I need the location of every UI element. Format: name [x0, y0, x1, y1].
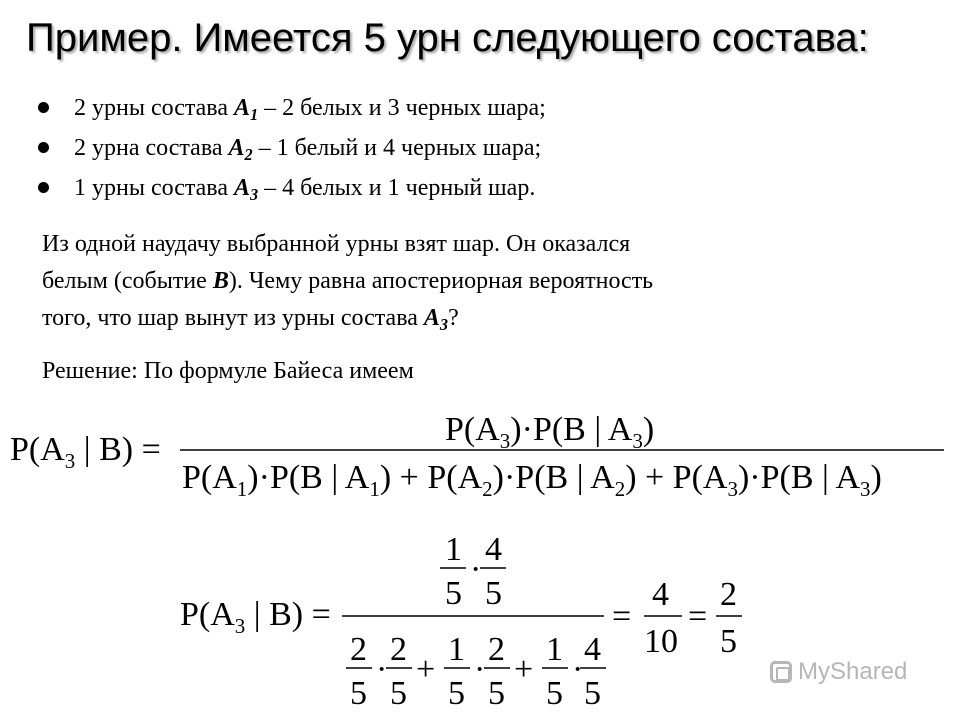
- svg-text:5: 5: [390, 675, 407, 712]
- svg-text:1: 1: [445, 531, 462, 568]
- urn-symbol: A: [233, 175, 250, 201]
- urn-symbol: A: [423, 305, 440, 331]
- svg-text:1: 1: [448, 631, 465, 668]
- svg-text:P(A3 | B) =: $P(A_3$ | B) =: [10, 431, 161, 473]
- watermark: [770, 658, 907, 686]
- urn-symbol: A: [228, 135, 245, 161]
- svg-text:P(A3)·P(B | A3): $P(A_3)\cdot P(B$ | $A_3$): [445, 411, 655, 453]
- svg-text:·: ·: [470, 551, 482, 588]
- watermark-text: MyShared: [798, 658, 908, 685]
- problem-line: Из одной наудачу выбранной урны взят шар. Он оказался: [42, 231, 631, 257]
- svg-text:1: 1: [546, 631, 563, 668]
- problem-text: ?: [448, 305, 459, 331]
- svg-text:10: 10: [644, 623, 678, 660]
- event-symbol: B: [212, 268, 229, 294]
- bayes-computation: [0, 530, 960, 715]
- svg-text:4: 4: [485, 531, 502, 568]
- problem-text: ). Чему равна апостериорная вероятность: [228, 268, 654, 294]
- slide-title: Пример. Имеется 5 урн следующего состава:: [26, 16, 869, 60]
- bullet-icon: [38, 102, 49, 113]
- svg-text:=: =: [688, 598, 708, 635]
- urn-list: [38, 88, 546, 208]
- svg-text:4: 4: [652, 576, 669, 613]
- svg-text:4: 4: [584, 631, 601, 668]
- problem-text: белым (событие: [42, 268, 213, 294]
- problem-paragraph: [42, 226, 922, 337]
- svg-text:2: 2: [390, 631, 407, 668]
- svg-text:·: ·: [572, 651, 584, 688]
- svg-text:5: 5: [445, 575, 462, 612]
- urn-subscript: 3: [250, 184, 259, 204]
- svg-text:·: ·: [376, 651, 388, 688]
- svg-text:·: ·: [474, 651, 486, 688]
- problem-text: того, что шар вынут из урны состава: [42, 305, 424, 331]
- urn-subscript: 3: [439, 314, 449, 334]
- svg-text:2: 2: [488, 631, 505, 668]
- svg-text:+: +: [416, 651, 436, 688]
- svg-text:5: 5: [720, 623, 737, 660]
- svg-text:2: 2: [720, 576, 737, 613]
- list-item: [38, 88, 546, 128]
- svg-text:2: 2: [350, 631, 367, 668]
- solution-text: Решение: По формуле Байеса имеем: [42, 358, 414, 384]
- myshared-logo-icon: [770, 661, 792, 683]
- list-item: [38, 128, 546, 168]
- urn-subscript: 1: [250, 104, 259, 124]
- list-item: [38, 168, 546, 208]
- svg-text:P(A3 | B) =: $P(A_3$ | B) =: [180, 596, 331, 638]
- urn-subscript: 2: [244, 144, 253, 164]
- svg-text:5: 5: [546, 675, 563, 712]
- svg-text:P(A1)·P(B | A1) + P(A2)·P(B |: $P(A_1)\cdot P(B$ | $A_1) + P(A_2)\cdot P(B$ | $A_2) + P(A_3)\cdot P(B$ | $A_3$): [182, 459, 882, 500]
- bullet-icon: [38, 182, 49, 193]
- urn-desc: – 1 белый и 4 черных шара;: [252, 135, 542, 161]
- svg-text:5: 5: [350, 675, 367, 712]
- problem-line: [42, 263, 922, 300]
- bayes-formula: [0, 400, 960, 500]
- svg-text:=: =: [612, 598, 632, 635]
- urn-text: 2 урны состава: [74, 95, 234, 121]
- svg-text:5: 5: [448, 675, 465, 712]
- problem-line: [42, 300, 922, 337]
- urn-desc: – 2 белых и 3 черных шара;: [258, 95, 546, 121]
- urn-text: 2 урна состава: [74, 135, 229, 161]
- svg-text:5: 5: [488, 675, 505, 712]
- svg-text:5: 5: [485, 575, 502, 612]
- urn-desc: – 4 белых и 1 черный шар.: [258, 175, 536, 201]
- svg-text:5: 5: [584, 675, 601, 712]
- urn-text: 1 урны состава: [74, 175, 234, 201]
- svg-text:+: +: [514, 651, 534, 688]
- urn-symbol: A: [233, 95, 250, 121]
- bullet-icon: [38, 142, 49, 153]
